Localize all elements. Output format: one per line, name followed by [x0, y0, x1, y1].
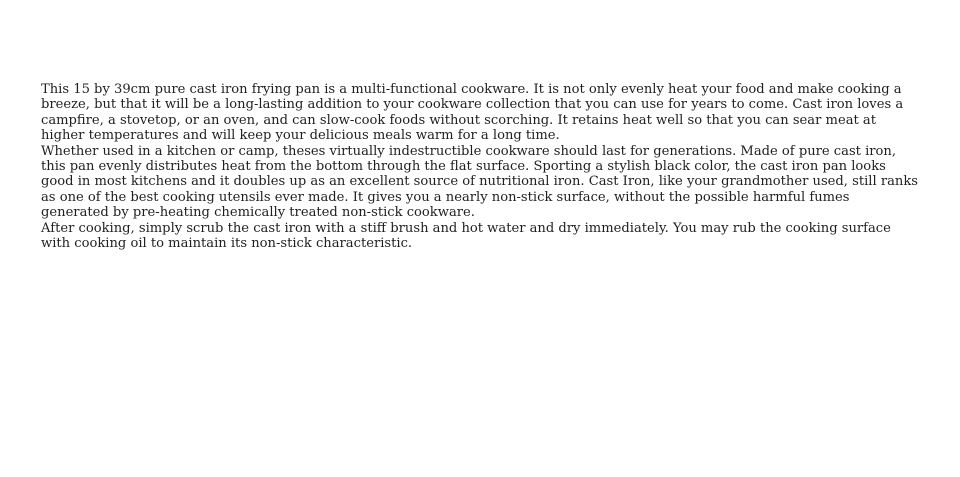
description-paragraph-intro: This 15 by 39cm pure cast iron frying pan is a multi-functional cookware. It is not only evenly heat your food and make cooking a breeze, but that it will be a long-lasting addition to your cookware collection that you can use for years to come. Cast iron loves a campfire, a stovetop, or an oven, and can slow-cook foods without scorching. It retains heat well so that you can sear meat at higher temperatures and will keep your delicious meals warm for a long time.: [41, 82, 904, 144]
description-paragraph-care: After cooking, simply scrub the cast iron with a stiff brush and hot water and dry immediately. You may rub the cooking surface with cooking oil to maintain its non-stick characteristic.: [41, 220, 891, 252]
description-paragraph-durability: Whether used in a kitchen or camp, theses virtually indestructible cookware should last for generations. Made of pure cast iron, this pan evenly distributes heat from the bottom through the flat surface. Sporting a stylish black color, the cast iron pan looks good in most kitchens and it doubles up as an excellent source of nutritional iron. Cast Iron, like your grandmother used, still ranks as one of the best cooking utensils ever made. It gives you a nearly non-stick surface, without the possible harmful fumes generated by pre-heating chemically treated non-stick cookware.: [41, 143, 918, 221]
product-description: [41, 82, 921, 251]
